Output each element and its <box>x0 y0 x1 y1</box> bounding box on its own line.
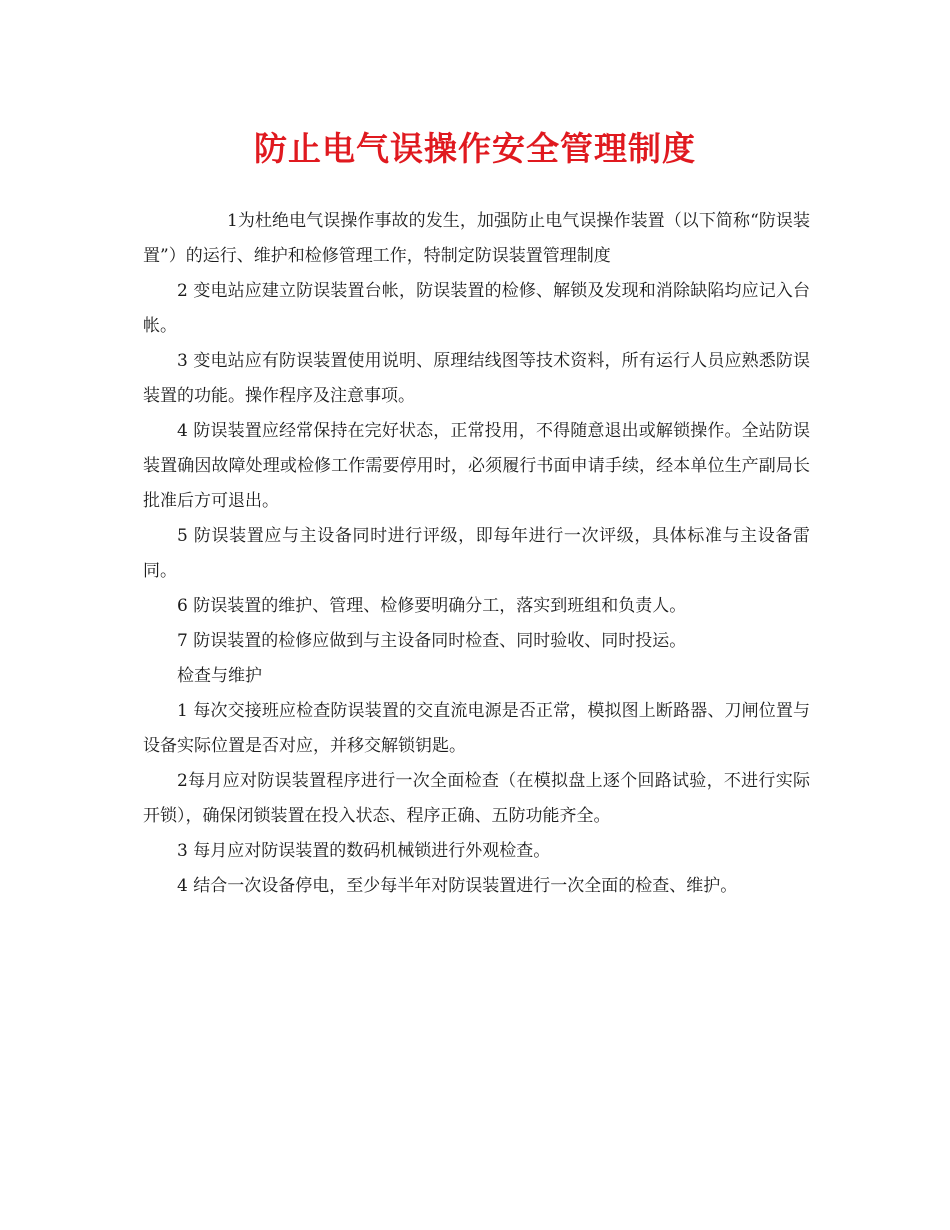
paragraph-6: 6 防误装置的维护、管理、检修要明确分工，落实到班组和负责人。 <box>177 596 687 616</box>
paragraph-10: 3 每月应对防误装置的数码机械锁进行外观检查。 <box>177 841 551 861</box>
document-title: 防止电气误操作安全管理制度 <box>254 129 696 168</box>
paragraph-4: 4 防误装置应经常保持在完好状态，正常投用，不得随意退出或解锁操作。全站防误装置确因故障处理或检修工作需要停用时，必须履行书面申请手续，经本单位生产副局长批准后方可退出。 <box>143 421 810 511</box>
paragraph-8: 1 每次交接班应检查防误装置的交直流电源是否正常，模拟图上断路器、刀闸位置与设备实际位置是否对应，并移交解锁钥匙。 <box>143 701 810 756</box>
paragraph-5: 5 防误装置应与主设备同时进行评级，即每年进行一次评级，具体标准与主设备雷同。 <box>143 526 810 581</box>
paragraph-11: 4 结合一次设备停电，至少每半年对防误装置进行一次全面的检查、维护。 <box>177 876 738 896</box>
document-body <box>143 204 810 904</box>
paragraph-1: 1为杜绝电气误操作事故的发生，加强防止电气误操作装置（以下简称“防误装置”）的运行、维护和检修管理工作，特制定防误装置管理制度 <box>143 211 810 266</box>
paragraph-7: 7 防误装置的检修应做到与主设备同时检查、同时验收、同时投运。 <box>177 631 687 651</box>
paragraph-2: 2 变电站应建立防误装置台帐，防误装置的检修、解锁及发现和消除缺陷均应记入台帐。 <box>143 281 810 336</box>
paragraph-9: 2每月应对防误装置程序进行一次全面检查（在模拟盘上逐个回路试验，不进行实际开锁），确保闭锁装置在投入状态、程序正确、五防功能齐全。 <box>143 771 810 826</box>
paragraph-3: 3 变电站应有防误装置使用说明、原理结线图等技术资料，所有运行人员应熟悉防误装置的功能。操作程序及注意事项。 <box>143 351 810 406</box>
section-heading: 检查与维护 <box>177 666 262 686</box>
